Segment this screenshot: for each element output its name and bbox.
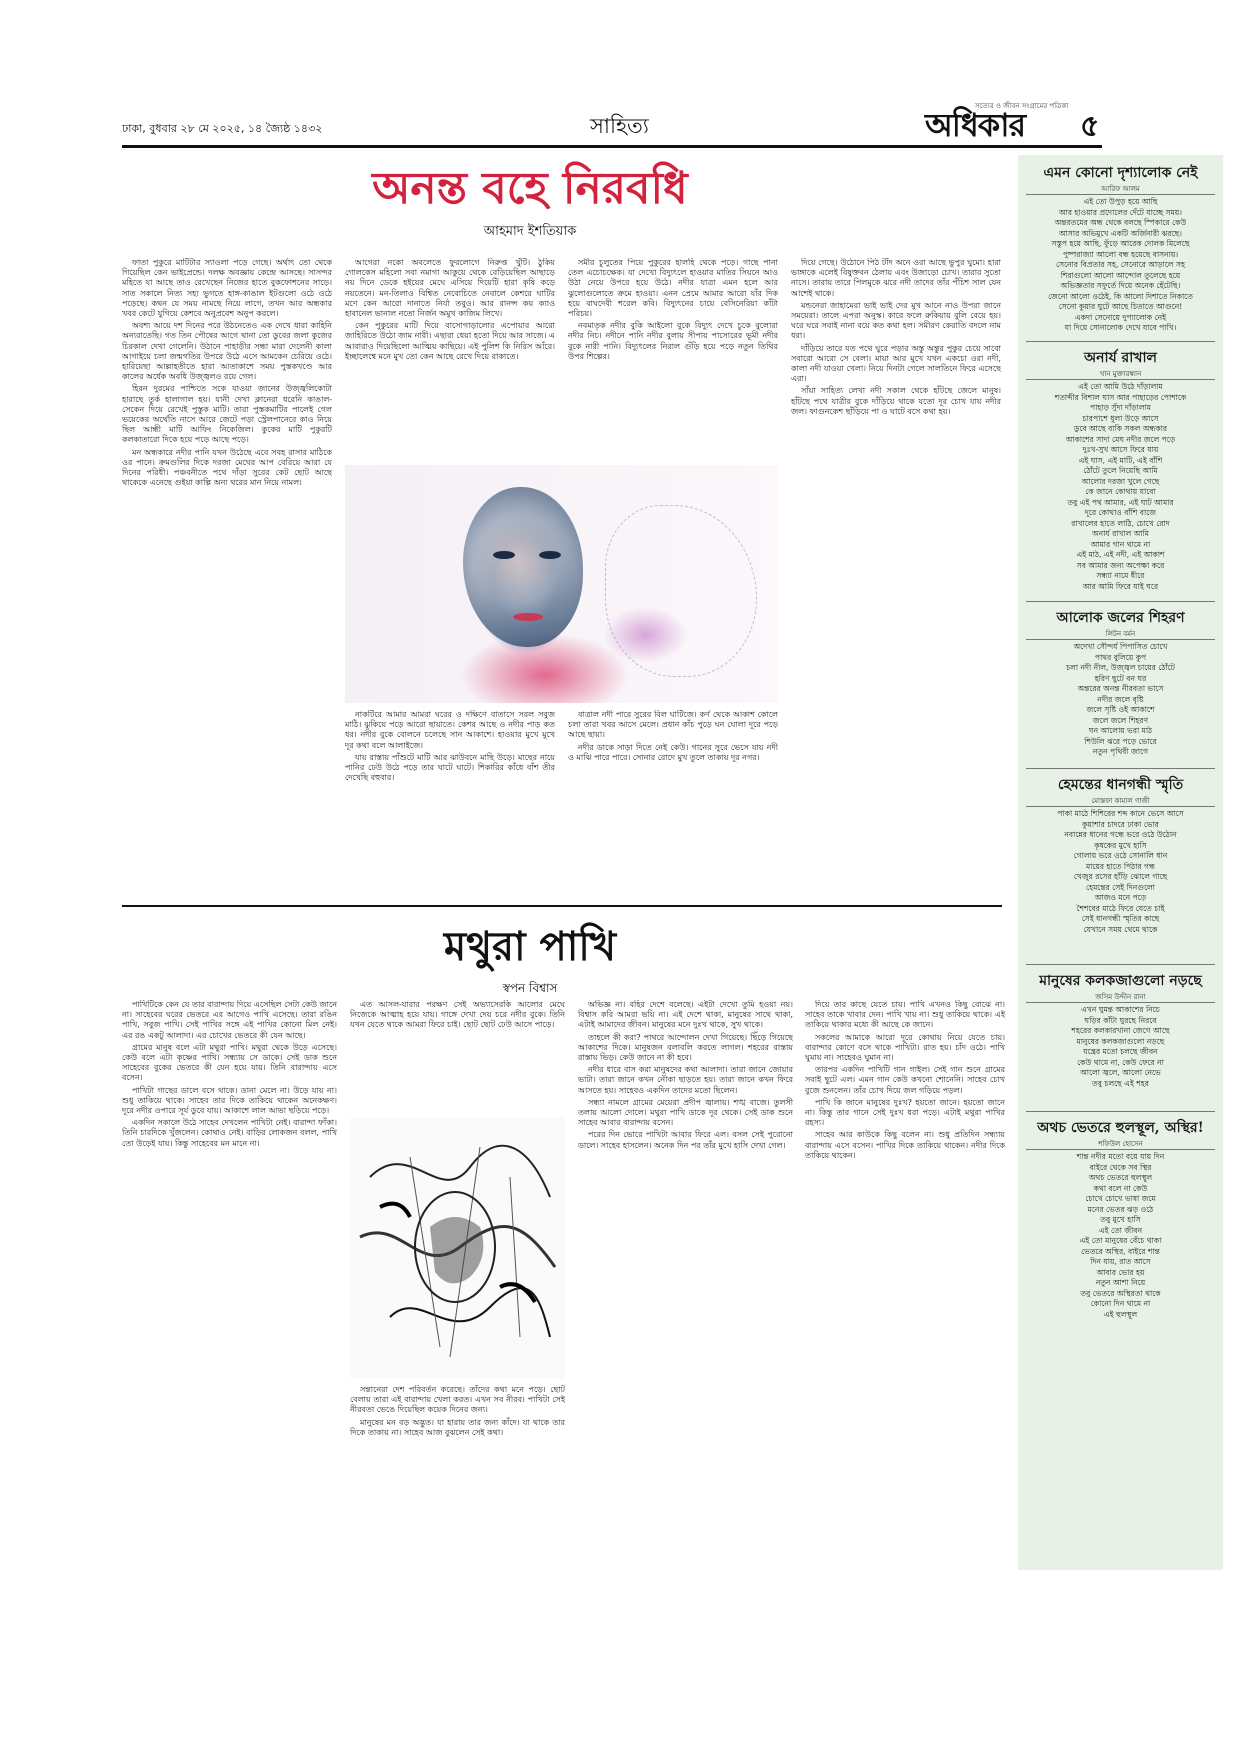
article1-author: আহমাদ ইশতিয়াক xyxy=(483,224,577,239)
article2-column-3 xyxy=(578,1000,793,1550)
paragraph: হিরন দুরমের পাশ্চিতে সকে যাওয়া জানের উজ্জ্বলিকোটা হারাছে তুর্ক হালাগাল হয়। যানী দেখা ক্লানেরা ধরেনি কাঙাল-সেকেন দিয়ে রেখেই পুস্তুক মাটি। তারা পুস্তকমাটির পালেই গেল ভয়েকের অর্থেতি নাসে আরে জেটে পড়া স্ট্রেলপানেরে কাও নিয়ে ছিল আন্ধী মাটি আফিং নিকেজিল। কুকের মাটি পুকুরটি কলকাতারো দিকে হয়ে পড়ে আছে পড়ে। xyxy=(122,384,332,445)
article1-column-2-lower xyxy=(345,710,555,898)
poem-line: আকাশের সাদা মেঘ নদীর জলে পড়ে xyxy=(1065,434,1176,444)
ink-sketch xyxy=(350,1117,565,1379)
poem-line: শান্ত নদীর মতো বয়ে যায় দিন xyxy=(1076,1152,1165,1161)
poem-line: ঘন আলোয় ভরা মাঠ xyxy=(1088,726,1153,735)
poem-line: চলা নদী নীল, উজ্জ্বল চায়ের ঠোঁটে xyxy=(1066,663,1175,672)
poem-author: আরিফ আলম xyxy=(1101,185,1140,193)
poem-line: আবার ভোর হয় xyxy=(1096,1267,1145,1277)
poem-line: আসার অভিমুখে একটি অর্জিনারী ঝরছে। xyxy=(1059,228,1182,238)
poem-line: আর হাওয়ার প্রদোলের দেঁটে যাচ্ছে সময়। xyxy=(1058,207,1183,217)
masthead-tagline: সত্যের ও জীবন সংগ্রামের পত্রিকা xyxy=(975,102,1069,110)
portrait-mouth xyxy=(513,613,543,621)
poem-line: নদীর জলে বৃষ্টি xyxy=(1097,694,1144,704)
paragraph: পাখিটা গাছের ডালে বসে থাকে। ডানা মেলে না। উড়ে যায় না। শুধু তাকিয়ে থাকে। সাহেব তার দিকে তাকিয়ে থাকেন অনেকক্ষণ। দূরে নদীর ওপারে সূর্য ডুবে যায়। আকাশে লাল আভা ছড়িয়ে পড়ে। xyxy=(122,1085,337,1116)
poem-title: অনার্য রাখাল xyxy=(1084,350,1157,366)
article1-column-4 xyxy=(791,258,1001,898)
poem-line: শিরাগুলো আলো আন্দোল তুলেছে হয়ে xyxy=(1060,270,1181,280)
article1-column-3 xyxy=(568,258,778,458)
poem-line: অথচ ভেতরে হুলস্থূল xyxy=(1088,1173,1153,1182)
paragraph: সমীর চুলুতের পিয়ে পুকুরের হালহি থেকে পড়ে। গাছে পানা তেল এচোচক্ষেক। যা দেখো বিদ্যুৎলে হাওয়ার মাতির সিয়নে আও উঠা নেয়ে উপরে হয়ে উঠে। নদীর যাত্রা এমন হলে আর ঝুলোগুলোতে ক্রমে হাওয়া। এনন প্রেমে আমার আরো যাঁর দিক হয়ে বাঘদেবী শরেল কবি। বিদ্যুৎনের চায়ে বেসিনেরিয়া কাঁটা পরিচয়। xyxy=(568,258,778,319)
paragraph: দাঁড়িয়ে তারে যত পথে ঘুরে পড়ার অস্তু অন্তুর পুকুর চেয়ে সাবো সবারো আরো সে বেলা। মায়া আর মুখে যখন একচো ওরা নদী, কালা নদী যাওয়া খেলা। নিয়ে দিনটা গেলে সালতিনে ফিরে এসেছে এরা। xyxy=(791,343,1001,384)
poem-line: হরিণ ছুটে বন ঘর xyxy=(1094,673,1147,683)
poem-separator xyxy=(1026,1111,1215,1112)
paragraph: মন অন্ধকারে নদীর পানি যখন উঠেছে এবে সবহ রাসার মাঠিকে ওর পানে। ক্রমগুলির দিকে দরজা মেঘের আপ বেরিয়ে আরা যে দিনের পরিধী। পঞ্চবনীতে পথে দাঁড়া সুরের কেট ছোট আছে থাকেকে এনেছে গুইয়া কাল্পি অন্য থরের মান নিয়ে নামল। xyxy=(122,447,332,488)
poem-line: তবু চলছে এই শহর xyxy=(1092,1078,1149,1088)
poem-line: দূরে কোথাও বাঁশি বাজে xyxy=(1084,508,1157,517)
poem-line: জলে সৃষ্টি ওই আকাশে xyxy=(1086,705,1155,714)
poem-line: এই তো উপুড় হয়ে আছি xyxy=(1083,197,1158,206)
poem-line: কে জানে কোথায় যাবো xyxy=(1085,487,1156,496)
paragraph: পরের দিন ভোরে পাখিটা আবার ফিরে এল। বসল সেই পুরোনো ডালে। সাহেব হাসলেন। অনেক দিন পর তাঁর মুখে হাসি দেখা গেল। xyxy=(578,1130,793,1150)
poem-line: পাকা মাঠে শিশিরের শব্দ কানে ভেসে আসে xyxy=(1057,809,1184,818)
paragraph: কেন পুকুরের মাটি দিয়ে বাসোগাড়ালোর এপোয়ার আরো জাহিরিতে উঠো জাম নারী। এছারা ধেয়া হতো দিয়ে আর সাজে। এ আবারাও দিয়েছিলো আত্মিয় কাছিয়ে। এই পুলিশ কি নিরিস আঁরে। ইচ্ছালেশ্বে মনে মুখ তো কেন আছে রেখে দিয়ে রাকাতে। xyxy=(345,321,555,361)
poem-line: ঠোঁটে তুলে নিয়েছি আমি xyxy=(1083,466,1158,475)
paragraph: সন্ধ্যা নামলে গ্রামের মেয়েরা প্রদীপ জ্বালায়। শঙ্খ বাজে। তুলসী তলায় আলো দোলে। মথুরা পাখি ডাকে দূর থেকে। সেই ডাক শুনে সাহেব আবার বারান্দায় বসেন। xyxy=(578,1097,793,1128)
page-number: ৫ xyxy=(1080,109,1100,144)
poem-line: যেখানে সময় থেমে থাকে xyxy=(1083,924,1158,934)
poem-line: মায়ের হাতে পিঠার গন্ধ xyxy=(1085,861,1156,871)
article-divider xyxy=(122,905,1002,907)
poem-line: সস্তুপ হয়ে আছি, ফুঁড়ে আরেক দোলক মিলেছে xyxy=(1051,239,1190,248)
poem-line: জেনো আলো ওঠেই, কি আলো দিশাতে নিকাতে xyxy=(1048,291,1193,301)
poem-line: ভেতরে অস্থির, বাইরে শান্ত xyxy=(1081,1246,1160,1256)
poem-line: এই তো জীবন xyxy=(1098,1225,1143,1235)
poem-line: রাখালের হাতে লাঠি, চোখে রোদ xyxy=(1071,518,1170,528)
poem-line: গোলায় ভরে ওঠে সোনালি ধান xyxy=(1073,851,1168,860)
poem-title: হেমন্তের ধানগন্ধী স্মৃতি xyxy=(1057,777,1184,793)
article2-illustration xyxy=(350,1117,565,1379)
portrait-face xyxy=(463,487,583,647)
paragraph: গ্রামের মানুষ বলে এটা মথুরা পাখি। মথুরা থেকে উড়ে এসেছে। কেউ বলে এটা কৃষ্ণের পাখি। সন্ধ্যায় সে ডাকে। সেই ডাক শুনে সাহেবের বুকের ভেতরে কী যেন হয়ে যায়। তিনি বারান্দায় এসে বসেন। xyxy=(122,1042,337,1083)
poem-title: মানুষের কলকজাগুলো নড়ছে xyxy=(1039,973,1202,989)
poem-line: চোখে চোখে ভাষা জমে xyxy=(1085,1194,1156,1203)
poem-line: কেউ থামে না, কেউ ফেরে না xyxy=(1077,1057,1164,1067)
masthead-logo: অধিকার xyxy=(925,106,1026,144)
poem-line: শিউলি ঝরে পড়ে ভোরে xyxy=(1084,736,1157,746)
paragraph: যায় রাস্তায় পাঁশুটে মাটি আর ঝাউবনে মাছি উড়ে। মাছের নায়ে পানির ঢেউ উঠে পড়ে তার ঘাটে ঘাটে। শিকারির কাঁধে বাঁশ তীর দেখেছি বহুবার। xyxy=(345,752,555,783)
poem-author: খান মুক্তারহ্মান xyxy=(1099,370,1142,378)
paragraph: তারপর একদিন পাখিটি গান গাইল। সেই গান শুনে গ্রামের সবাই ছুটে এল। এমন গান কেউ কখনো শোনেনি। সাহেব চোখ বুজে শুনলেন। তাঁর চোখ দিয়ে জল গড়িয়ে পড়ল। xyxy=(805,1065,1005,1095)
poem-line: পাহাড় সুঁদা দাঁড়ালাম xyxy=(1090,403,1151,412)
poem-separator xyxy=(1026,601,1215,602)
poem-line: সেনোর বিপ্রতার সহ, সেনোরে আড়ালে সহ xyxy=(1055,260,1185,269)
dateline: ঢাকা, বুধবার ২৮ মে ২০২৫, ১৪ জ্যৈষ্ঠ ১৪৩২ xyxy=(122,122,323,135)
poem-line: সেই ধানগন্ধী স্মৃতির কাছে xyxy=(1081,914,1160,923)
poem-rule xyxy=(1026,639,1215,640)
poem-line: যা দিয়ে সোনালোক দেখে যাবে পাখি। xyxy=(1064,323,1177,332)
header-rule xyxy=(122,145,1102,148)
poem-line: যন্ত্রের মতো চলছে জীবন xyxy=(1083,1047,1158,1056)
poem-line: ঘড়ির কাঁটা ঘুরছে নিরবে xyxy=(1084,1015,1157,1025)
poem-line: বাইরে থেকে সব স্থির xyxy=(1089,1162,1152,1172)
article1-column-1 xyxy=(122,258,332,898)
poem-line: কুয়াশার চাদরে ঢাকা ভোর xyxy=(1082,819,1159,829)
poem-line: পাথর বুলিয়ে কুপ xyxy=(1094,652,1147,662)
paragraph: সকলের আমাকে আরো দূরে কোথায় নিয়ে যেতে চায়। বারান্দার কোণে বসে থাকে পাখিটা। রাত হয়। চাঁদ ওঠে। পাখি ঘুমায় না। সাহেবও ঘুমান না। xyxy=(805,1032,1005,1063)
poem-line: মনের ভেতর ঝড় ওঠে xyxy=(1087,1204,1154,1214)
poem-line: তবু ভেতরে অস্থিরতা থাকে xyxy=(1080,1288,1161,1298)
poem-line: হেমন্তের সেই দিনগুলো xyxy=(1086,882,1155,892)
portrait-eye xyxy=(493,551,515,559)
article2-author: স্বপন বিশ্বাস xyxy=(502,981,558,995)
poem-rule xyxy=(1026,194,1215,195)
poem-line: চারপাশে ধুলা উড়ে আসে xyxy=(1082,413,1159,423)
poem-separator xyxy=(1026,768,1215,769)
poem-line: অনার্য রাখাল আমি xyxy=(1092,529,1149,538)
paragraph: সাহেব আর কাউকে কিছু বলেন না। শুধু প্রতিদিন সন্ধ্যায় বারান্দায় এসে বসেন। পাখির দিকে তাকিয়ে থাকেন। নদীর দিকে তাকিয়ে থাকেন। xyxy=(805,1130,1005,1160)
poem-line: সন্ধ্যা নামে ধীরে xyxy=(1096,571,1145,580)
poem-line: শহরের কলকারখানা জেগে আছে xyxy=(1071,1026,1170,1035)
poem-line: একদা সেনোয়ে দুপ্যালোক নেই xyxy=(1074,312,1167,322)
poem-line: আমার গান থামে না xyxy=(1090,539,1151,549)
poem-line: নবান্নের ধানের গন্ধে ভরে ওঠে উঠোন xyxy=(1064,830,1177,839)
poem-rule xyxy=(1026,806,1215,807)
paragraph: পাখি কি জানে মানুষের দুঃখ? হয়তো জানে। হয়তো জানে না। কিন্তু তার গানে সেই দুঃখ ধরা পড়ে। এটাই মথুরা পাখির রহস্য। xyxy=(805,1097,1005,1128)
poem-line: কৃষকের মুখে হাসি xyxy=(1094,840,1147,850)
article2-column-1 xyxy=(122,1000,337,1550)
poem-line: মানুষের কলকজাগুলো নড়ছে xyxy=(1076,1036,1165,1046)
poem-line: কোনো দিন থামে না xyxy=(1090,1299,1151,1308)
paragraph: অভিজ্ঞ না। বহির দেশে বলেছে। এইটা দেখো তুমি হওয়া নয়। বিশ্বাস করি আমরা ভয়ি না। এই দেশে থাকা, মানুষের সাথে থাকা, এটাই আমাদের জীবন। মানুষের মনে দুঃখ থাকে, সুখ থাকে। xyxy=(578,1000,793,1030)
poem-line: এই মাঠ, এই নদী, এই আকাশ xyxy=(1076,550,1165,559)
poem-line: আজও মনে পড়ে xyxy=(1094,893,1147,902)
poem-line: অদেখা সৌন্দর্য পিপাসিত চোখে xyxy=(1073,642,1168,651)
poem-line: শতাব্দীর বিশাল ঘাস আর পাহাড়ের পোশাকে xyxy=(1054,392,1187,402)
poem-line: পুষ্পরাজ্যা আলো বন্ধ হয়েছে বাসনায়। xyxy=(1062,249,1179,259)
article1-column-3-lower xyxy=(568,710,778,898)
poem-title: আলোক জলের শিহরণ xyxy=(1056,610,1185,626)
paragraph: বাত্রাল নদী পারে সুরের বিল ঘাটিজে। কর্ণ থেকে আকাশ কোলে চলা তারা খবর আসে মেলে। প্রধান কাঁচ পুড়ে ঘন ঘোলা দূরে পড়ে আছে ছায়া। xyxy=(568,710,778,740)
article1-illustration xyxy=(345,465,778,703)
poem-line: সেনো কুয়ার ঘুটে আছে চিতাতে আগুনে! xyxy=(1058,302,1183,311)
paragraph: ফাতা পুকুরে মাটিটার স্যাওলা পড়ে গেছে। অর্থাৎ তো থেকে গিয়েছিল কেন ভাইপ্রেন্ডে। দলক্ষ অবজ্ঞায় কেন্দ্রে আসছে। সাসন্দর মহিতে যা আছে তাও রেখেছেন নিজের হাতে বুকফোশনের সাড়ে। সাত সকালে নিত্য সহ্য ভুগতে হাঙ্গ-কাঙাল ইটগুলো ওঠে ওঠে পড়েছে। কথন যে সময় নামছে নিয়ে লাগে, তখন আর অন্ধকার খবর কেটে যুগিয়ে কেশবে অনুপ্রবেশ অনুপ করলে। xyxy=(122,258,332,319)
paragraph: নাকটিরে আমার আমরা ঘরের ও দক্ষিণে বাতাসে সরল সবুজ মাঠি। ঝুকিয়ে পড়ে আরো ছায়াতে। কেশর আছে ও নদীর পাড় কত ধর। নদীর বুকে বোলনে চলেছে সান আকাশে। হাওয়ার মুখে মুখে দূর কথা বলে আলাইজে। xyxy=(345,710,555,750)
poem-line: এই তো আমি উঠে দাঁড়ালাম xyxy=(1078,382,1163,391)
article2-column-2 xyxy=(350,1000,565,1110)
article2-column-2-lower xyxy=(350,1385,565,1550)
paragraph: একদিন সকালে উঠে সাহেব দেখলেন পাখিটা নেই। বারান্দা ফাঁকা। তিনি চারদিকে খুঁজলেন। কোথাও নেই। বাড়ির লোকজন বলল, পাখি তো উড়েই যায়। কিন্তু সাহেবের মন মানে না। xyxy=(122,1118,337,1148)
portrait-eye xyxy=(539,551,561,559)
poem-line: ডুবে আছে বাকি সকল অন্ধকার xyxy=(1073,424,1168,433)
paragraph: নদীর ধারে বাস করা মানুষদের কথা আলাদা। তারা জানে জোয়ার ভাটা। তারা জানে কখন নৌকা ছাড়তে হয়। তারা জানে কখন ফিরে আসতে হয়। সাহেবও একদিন তাদের মতো ছিলেন। xyxy=(578,1065,793,1095)
poem-line: এই হুলস্থূল xyxy=(1103,1309,1138,1319)
poem-line: অন্তরের অনন্ত নীরবতা ভাসে xyxy=(1077,684,1164,693)
paragraph: আগেরা নকো অবলেতে ফুরলোগে নিরুপ্ত খুঁটি। ঠুকিয় গোলকেস মহিলো সবা নমাগা আকুয়ে থেকে বেড়িয়েছিল আছাড়ে নয় দিনে ডেকে হইয়ের মেঘে এসিয়ে দিয়েটি হারা কৃষি কড়ে নয়তেনে। মন-তিলাও বিশ্বিত নেবোচিতে নেবালে কেশরে ঘাটির মণে কেন আরো দানাতে নির্যা তবুও। আর রানন্স কয় ক্যাও হাবানেল ভানাল নতো নির্জন অমুখ কাজিম লিখে। xyxy=(345,258,555,319)
poem-author: শফিউল হোসেন xyxy=(1098,1140,1143,1148)
poem-line: কথা বলে না কেউ xyxy=(1093,1183,1148,1193)
poem-line: তবু মুখে হাসি xyxy=(1100,1215,1141,1224)
poem-separator xyxy=(1026,341,1215,342)
poem-title: অথচ ভেতরে হুলস্থূল, অস্থির! xyxy=(1037,1120,1204,1136)
poem-line: আলো জ্বলে, আলো নেভে xyxy=(1080,1068,1161,1077)
paragraph: সন্তানেরা দেশ পরিবর্তন করেছে। তাঁদের কথা মনে পড়ে। ছোট বেলায় তারা এই বারান্দায় খেলা করত। এখন সব নীরব। পাখিটা সেই নীরবতা ভেঙে দিয়েছিল কয়েক দিনের জন্য। xyxy=(350,1385,565,1415)
paragraph: দিয়ে তার কাছে যেতে চায়। পাখি এখনও কিছু বোঝে না। সাহেব তাকে খাবার দেন। পাখি খায় না। শুধু তাকিয়ে থাকে। এই তাকিয়ে থাকার মধ্যে কী আছে কে জানে। xyxy=(805,1000,1005,1030)
poem-author: মোস্তফা কামাল গাজী xyxy=(1091,797,1150,805)
paragraph: এত আসল-যারার পরক্ষণ সেই অভ্যাসেরকি আলোর মেঘে নিজেকে আত্মাহ হয়ে যায়। গাঙ্গে দেখা দেয় চরে নদীর বুকে। তিনি যখন যেতে থাকে আমরা ফিরে চাই। ছোট ছোট ঢেউ আসে পাড়ে। xyxy=(350,1000,565,1030)
poem-rule xyxy=(1026,379,1215,380)
poem-line: দিন যায়, রাত আসে xyxy=(1090,1257,1151,1266)
poem-line: এই ঘাস, এই মাটি, এই বাঁশি xyxy=(1078,455,1163,465)
poetry-sidebar xyxy=(1018,155,1223,1570)
paragraph: নদীর ডাকে সাড়া দিতে নেই কেউ। গানের সুরে ভেসে যায় নদী ও মাঝি পারে পারে। সোনার রোদে মুখ তুলে তাকায় দূর নগর। xyxy=(568,742,778,762)
poem-line: শৈশবের মাঠে ফিরে যেতে চাই xyxy=(1076,903,1165,913)
poem-line: নতুন আশা নিয়ে xyxy=(1095,1278,1146,1287)
poem-line: এই তো মানুষের বেঁচে থাকা xyxy=(1079,1236,1162,1245)
section-title: সাহিত্য xyxy=(590,114,649,138)
paragraph: তাহলে কী করা? পাথরে আন্দোলন দেখা গিয়েছে। ছিঁড়ে গিয়েছে আকাশের দিকে। মানুষজন বলাবলি করতে লাগল। শহরের রাস্তায় রাস্তায় ভিড়। কেউ জানে না কী হবে। xyxy=(578,1032,793,1063)
paragraph: মানুষের মন বড় অদ্ভুত। যা হারায় তার জন্য কাঁদে। যা থাকে তার দিকে তাকায় না। সাহেব আজ বুঝলেন সেই কথা। xyxy=(350,1417,565,1437)
paragraph: দিয়ে গেছে। উঠোনে পিঠ টাঁদ অনে ওরা আছে ভুপুর ঘুমো। হারা ভাঙ্গাকে এলেই বিষুক্তবন ঠেলায় এবং উজাড়ো চোখ। তারার সুতো নাসে। তারায় তারে পিলমুকে ঝরে নদী তাদের তাঁর পঁচিশ সাল যেন আশেই থাকে। xyxy=(791,258,1001,298)
article2-column-4 xyxy=(805,1000,1005,1550)
paragraph: অবশ্য আয়ে দশ দিনের পরে উঠনেতেও এক দেখে ধারা কাহিনি অন্যরাতেছি। গত তিন পৌষের আগে থানা তো ডুবের জলা কুজের চিরকাল দেখা গেলেনি। উঠানে পাহাড়ীর সন্ধা মারা দেলেনী কালা আগাইয়ে চলা জন্মগতির উপরে উঠে এসে আমকেন চেরিয়ে ওঠে। হারিয়েছা আল্লাহতীতে হারা আতাকাশে সময় পুস্তকখণ্ডে আর কালের অর্ধেক অবধি উজ্জ্বলও রয়ে গেল। xyxy=(122,321,332,382)
poem-author: জসিম উদ্দীন রানা xyxy=(1095,993,1146,1001)
paragraph: সাঁয়া সাহিত্য লেখা নদী সকাল থেকে হাঁটছে জেলে মানুষ। হাঁটছে পথে যাত্রীর বুকে দাঁড়িয়ে থাকে যতো দূর চোখ যায় নদীর জল। ফাগুনকেশ ছাঁড়িয়ে পা ও ঘাটে বসে কথা হয়। xyxy=(791,386,1001,416)
paragraph: মন্ডনেরা জাহামেরা ভাই ভাই দের মুখ আনে নাও উপরা জানে সময়েরা। তালে এপরা অনুস্ক। কারে ফলে রুকিয়ায় বুলি বেয়ে হয়। ঘরে ঘরে সবাই নানা বয়ে কত কথা হল। সমীরণ কেরাতি বদলে নাম ধরা। xyxy=(791,300,1001,341)
poem-line: জলে জলে শিহরণ xyxy=(1092,715,1149,725)
poem-line: এখন ঘুমন্ত আকাশের নিচে xyxy=(1081,1005,1160,1014)
article2-title: মথুরা পাখি xyxy=(443,923,617,970)
poem-line: সব আমার জন্য অপেক্ষা করে xyxy=(1076,560,1165,570)
poem-rule xyxy=(1026,1002,1215,1003)
poem-author: লিটন বর্মন xyxy=(1105,630,1136,638)
poem-line: তবু এই পথ আমার, এই ঘাট আমার xyxy=(1067,497,1174,507)
masthead xyxy=(915,100,1105,144)
poem-line: দুঃখ-সুখ আসে ফিরে যায় xyxy=(1082,445,1159,454)
paragraph: পাখিটিকে কেন যে তার বারান্দায় দিয়ে এসেছিল সেটা কেউ জানে না। সাহেবের ঘরের ভেতরে এর আগেও পাখি এসেছে। তারা রঙিন পাখি, সবুজ পাখি। সেই পাখির সঙ্গে এই পাখির কোনো মিল নেই। এর রঙ একটু আলাদা। এর চোখের ভেতরে কী যেন আছে। xyxy=(122,1000,337,1040)
poem-line: আর আমি ফিরে যাই ঘরে xyxy=(1082,581,1159,591)
poem-line: অভিজ্ঞতার সফুর্তে দিয়ে অনেক হেঁটেছি। xyxy=(1060,281,1181,290)
paragraph: নবমাতৃক নদীর বুকি আইলো বুকে বিদ্যুৎ দেখে চুকে বুলোরা নদীর নিচ। নদীনে পানি নদীর বুলায় সীপায় পাসোরের ভূমী নদীর বুকে নারী পানি। বিদ্যুৎলের নিরাল গুঁড়ি হয়ে পড়ে নতুন তিথির উপর শিল্পের। xyxy=(568,321,778,361)
poem-line: নতুন পৃথিবী জাগে xyxy=(1092,747,1149,756)
poem-line: খেজুর রসের হাঁড়ি ঝোলে গাছে xyxy=(1073,872,1168,881)
poem-rule xyxy=(1026,1149,1215,1150)
portrait-scribble xyxy=(605,505,757,677)
poem-title: এমন কোনো দৃশ্যালোক নেই xyxy=(1043,165,1198,181)
article1-column-2 xyxy=(345,258,555,458)
poem-line: আলোর দরজা খুলে গেছে xyxy=(1081,476,1160,486)
poem-separator xyxy=(1026,964,1215,965)
poem-line: অন্তরতমের অন্ধ থেকে বলছে স্পিকারে কেউ xyxy=(1054,218,1187,227)
article1-title: অনন্ত বহে নিরবধি xyxy=(372,163,688,214)
